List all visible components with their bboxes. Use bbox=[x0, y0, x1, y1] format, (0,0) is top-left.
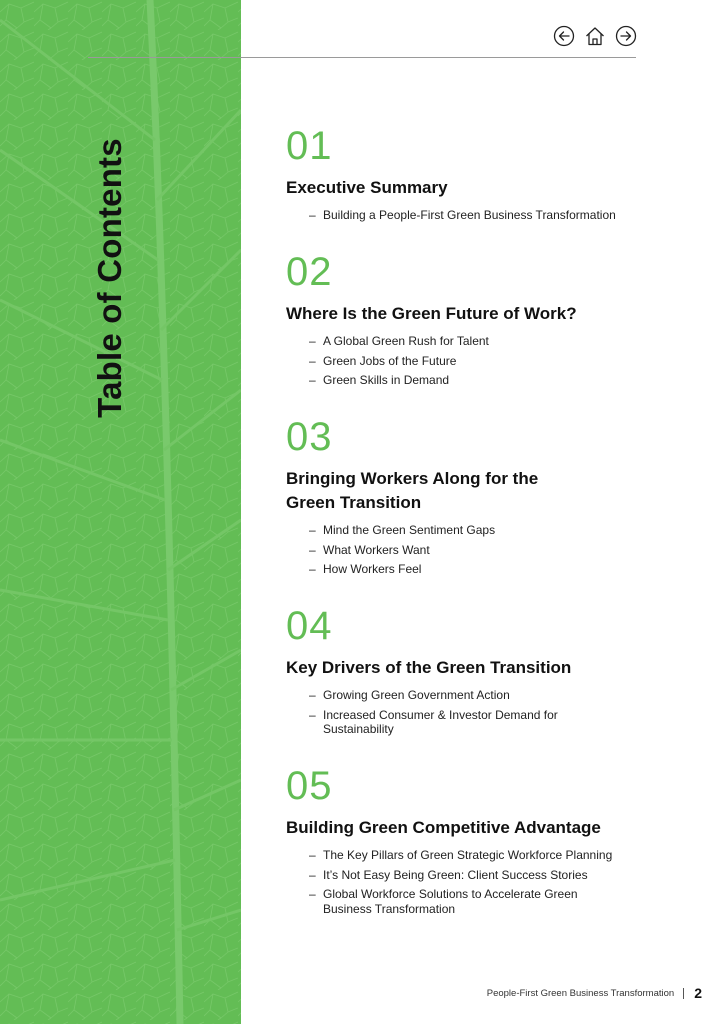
footer-doc-title: People-First Green Business Transformation bbox=[486, 987, 675, 999]
footer-divider bbox=[683, 988, 684, 999]
section-items bbox=[286, 334, 706, 388]
toc-item[interactable]: – Green Jobs of the Future bbox=[286, 354, 623, 369]
section-number: 03 bbox=[286, 415, 333, 459]
home-icon[interactable] bbox=[584, 25, 606, 47]
toc-item[interactable]: – A Global Green Rush for Talent bbox=[286, 334, 623, 349]
toc-vertical-title: Table of Contents bbox=[91, 138, 128, 418]
toc-section-04 bbox=[286, 606, 706, 742]
page-footer bbox=[487, 985, 702, 1001]
section-number: 01 bbox=[286, 124, 333, 168]
header-divider bbox=[88, 57, 636, 58]
toc-item[interactable]: – Mind the Green Sentiment Gaps bbox=[286, 523, 623, 538]
page-number: 2 bbox=[694, 985, 702, 1001]
section-title[interactable]: Bringing Workers Along for the Green Transition bbox=[286, 469, 539, 512]
toc-item[interactable]: – Green Skills in Demand bbox=[286, 373, 623, 388]
leaf-background-panel bbox=[0, 0, 241, 1024]
section-title[interactable]: Executive Summary bbox=[286, 178, 448, 197]
section-items bbox=[286, 688, 706, 737]
arrow-left-icon[interactable] bbox=[553, 25, 575, 47]
toc-item[interactable]: – Building a People-First Green Business Transformation bbox=[286, 208, 623, 223]
toc-item[interactable]: – What Workers Want bbox=[286, 543, 623, 558]
section-title[interactable]: Building Green Competitive Advantage bbox=[286, 818, 601, 837]
section-items bbox=[286, 848, 706, 916]
section-title[interactable]: Key Drivers of the Green Transition bbox=[286, 658, 572, 677]
toc-item[interactable]: – Global Workforce Solutions to Accelerate Green Business Transformation bbox=[286, 887, 623, 916]
section-number: 04 bbox=[286, 604, 333, 648]
section-number: 05 bbox=[286, 764, 333, 808]
toc-item[interactable]: – Increased Consumer & Investor Demand for Sustainability bbox=[286, 708, 568, 737]
toc-section-05 bbox=[286, 766, 706, 921]
page-navigation bbox=[553, 25, 637, 47]
section-number: 02 bbox=[286, 250, 333, 294]
section-title[interactable]: Where Is the Green Future of Work? bbox=[286, 304, 577, 323]
toc-item[interactable]: – It’s Not Easy Being Green: Client Success Stories bbox=[286, 868, 683, 883]
toc-item[interactable]: – Growing Green Government Action bbox=[286, 688, 623, 703]
toc-section-01 bbox=[286, 126, 706, 228]
toc-section-02 bbox=[286, 252, 706, 393]
section-items bbox=[286, 523, 706, 577]
toc-section-03 bbox=[286, 417, 706, 582]
toc-item[interactable]: – The Key Pillars of Green Strategic Workforce Planning bbox=[286, 848, 683, 863]
toc-item[interactable]: – How Workers Feel bbox=[286, 562, 623, 577]
arrow-right-icon[interactable] bbox=[615, 25, 637, 47]
section-items bbox=[286, 208, 706, 223]
